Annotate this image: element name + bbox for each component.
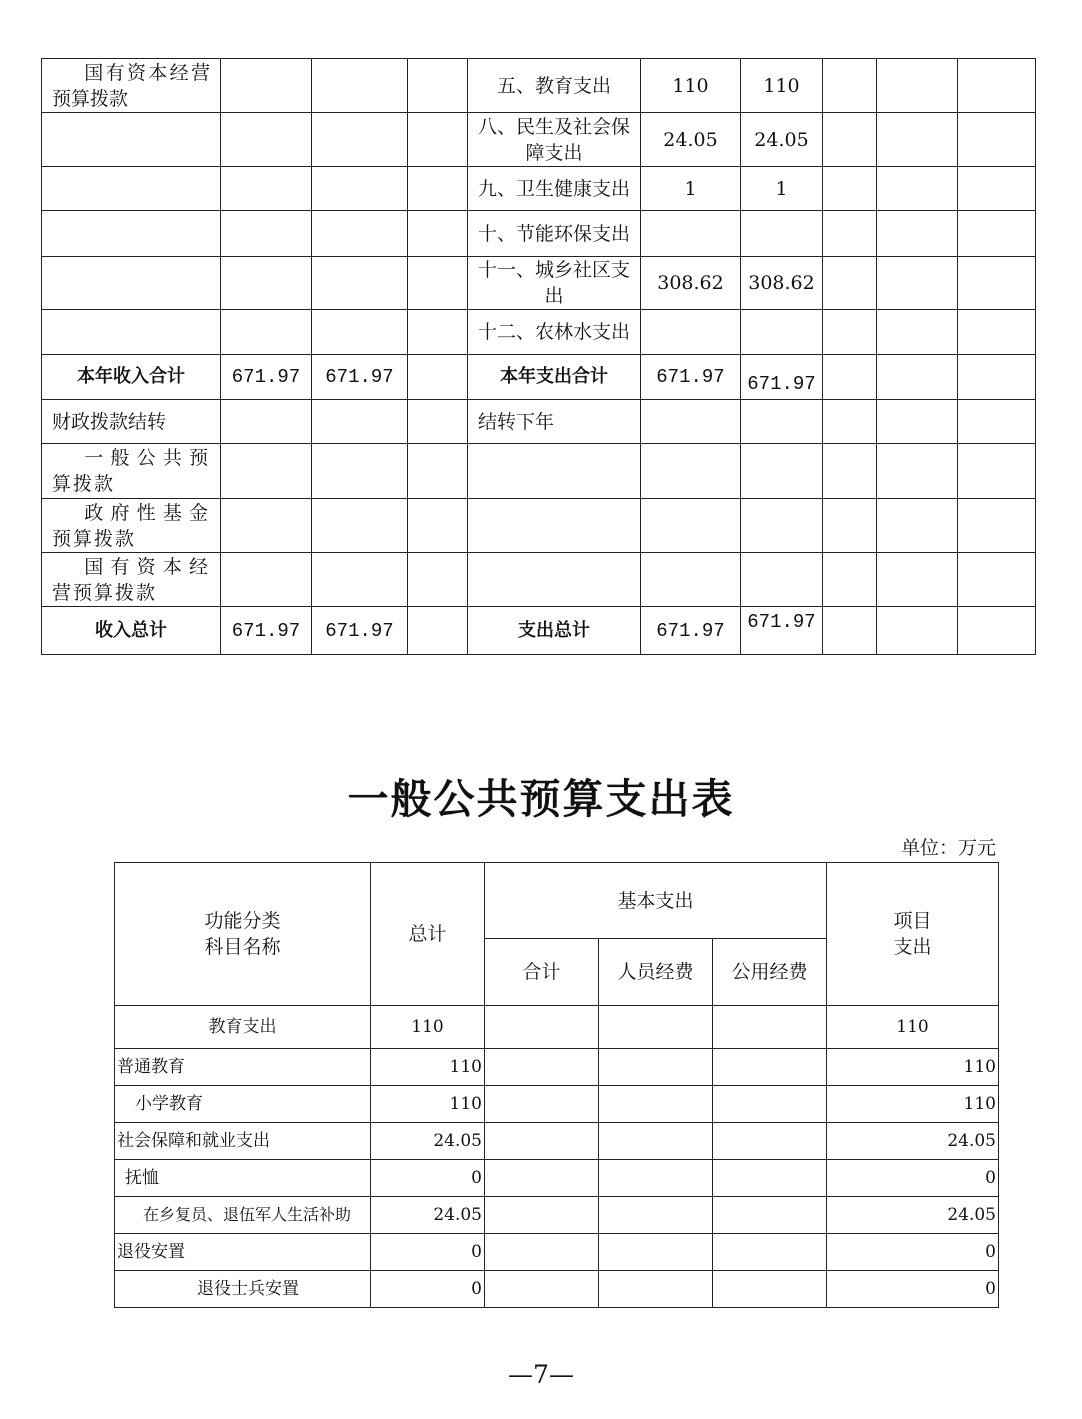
row-public bbox=[713, 1271, 827, 1308]
income-col2 bbox=[312, 167, 408, 211]
expense-total: 24.05 bbox=[641, 113, 741, 167]
expense-col2 bbox=[741, 310, 823, 355]
income-col3 bbox=[408, 310, 468, 355]
income-col3 bbox=[408, 607, 468, 655]
expense-col2 bbox=[741, 553, 823, 607]
expense-col2: 110 bbox=[741, 59, 823, 113]
income-col2 bbox=[312, 59, 408, 113]
income-col3 bbox=[408, 553, 468, 607]
expense-item: 八、民生及社会保障支出 bbox=[468, 113, 641, 167]
row-name: 普通教育 bbox=[115, 1049, 371, 1086]
expense-total bbox=[641, 211, 741, 257]
row-project: 110 bbox=[827, 1049, 999, 1086]
row-total: 0 bbox=[371, 1234, 485, 1271]
expense-total: 308.62 bbox=[641, 257, 741, 310]
expense-item bbox=[468, 444, 641, 499]
header-total: 总计 bbox=[371, 863, 485, 1006]
row-name: 在乡复员、退伍军人生活补助 bbox=[115, 1197, 371, 1234]
income-total: 671.97 bbox=[221, 355, 312, 400]
table-row bbox=[42, 59, 1036, 113]
row-basic-sum bbox=[485, 1049, 599, 1086]
row-total: 0 bbox=[371, 1160, 485, 1197]
income-item: 财政拨款结转 bbox=[42, 400, 221, 444]
income-col3 bbox=[408, 355, 468, 400]
header-project-line2: 支出 bbox=[893, 936, 932, 958]
income-total: 671.97 bbox=[221, 607, 312, 655]
expense-total bbox=[641, 400, 741, 444]
table-row bbox=[42, 167, 1036, 211]
income-item: 国有资本经营预算拨款 bbox=[42, 59, 221, 113]
row-public bbox=[713, 1123, 827, 1160]
header-basic-expense: 基本支出 bbox=[485, 863, 827, 939]
row-project: 110 bbox=[827, 1086, 999, 1123]
income-col2 bbox=[312, 257, 408, 310]
income-col3 bbox=[408, 167, 468, 211]
expense-col2 bbox=[741, 211, 823, 257]
row-public bbox=[713, 1006, 827, 1049]
header-basic-sum: 合计 bbox=[485, 939, 599, 1006]
table-row bbox=[115, 1197, 999, 1234]
expense-item bbox=[468, 553, 641, 607]
expense-col2: 671.97 bbox=[741, 607, 823, 655]
income-total bbox=[221, 444, 312, 499]
expense-total bbox=[641, 444, 741, 499]
expense-col2: 671.97 bbox=[741, 355, 823, 400]
row-personnel bbox=[599, 1160, 713, 1197]
header-category-line2: 科目名称 bbox=[204, 936, 281, 958]
table-row bbox=[115, 1160, 999, 1197]
row-name: 抚恤 bbox=[115, 1160, 371, 1197]
income-item: 一般公共预算拨款 bbox=[42, 444, 221, 499]
income-col3 bbox=[408, 400, 468, 444]
income-col2: 671.97 bbox=[312, 607, 408, 655]
row-name: 教育支出 bbox=[115, 1006, 371, 1049]
income-total bbox=[221, 310, 312, 355]
income-col3 bbox=[408, 59, 468, 113]
row-name: 社会保障和就业支出 bbox=[115, 1123, 371, 1160]
row-public bbox=[713, 1049, 827, 1086]
income-total bbox=[221, 400, 312, 444]
expense-item: 支出总计 bbox=[468, 607, 641, 655]
expense-total: 1 bbox=[641, 167, 741, 211]
income-total bbox=[221, 167, 312, 211]
header-public: 公用经费 bbox=[713, 939, 827, 1006]
expense-item bbox=[468, 499, 641, 553]
table-row bbox=[115, 1234, 999, 1271]
header-project bbox=[827, 863, 999, 1006]
income-col3 bbox=[408, 113, 468, 167]
income-total bbox=[221, 553, 312, 607]
row-project: 110 bbox=[827, 1006, 999, 1049]
income-col2 bbox=[312, 444, 408, 499]
income-total bbox=[221, 211, 312, 257]
income-item: 国有资本经营预算拨款 bbox=[42, 553, 221, 607]
income-col2 bbox=[312, 113, 408, 167]
table-row bbox=[115, 1006, 999, 1049]
income-col3 bbox=[408, 257, 468, 310]
income-item: 本年收入合计 bbox=[42, 355, 221, 400]
row-personnel bbox=[599, 1234, 713, 1271]
table-row bbox=[42, 444, 1036, 499]
expense-item: 十二、农林水支出 bbox=[468, 310, 641, 355]
expense-col2 bbox=[741, 499, 823, 553]
table-row bbox=[42, 310, 1036, 355]
row-public bbox=[713, 1086, 827, 1123]
row-name: 退役安置 bbox=[115, 1234, 371, 1271]
income-item bbox=[42, 211, 221, 257]
row-basic-sum bbox=[485, 1006, 599, 1049]
income-col2 bbox=[312, 499, 408, 553]
expense-col2: 24.05 bbox=[741, 113, 823, 167]
income-col3 bbox=[408, 499, 468, 553]
row-personnel bbox=[599, 1123, 713, 1160]
header-category-line1: 功能分类 bbox=[204, 910, 281, 932]
expense-col2 bbox=[741, 400, 823, 444]
expense-item: 九、卫生健康支出 bbox=[468, 167, 641, 211]
table-row bbox=[42, 211, 1036, 257]
table-row bbox=[115, 1049, 999, 1086]
row-public bbox=[713, 1197, 827, 1234]
row-project: 0 bbox=[827, 1160, 999, 1197]
row-project: 0 bbox=[827, 1271, 999, 1308]
income-col3 bbox=[408, 211, 468, 257]
header-project-line1: 项目 bbox=[893, 910, 932, 932]
row-personnel bbox=[599, 1049, 713, 1086]
income-col3 bbox=[408, 444, 468, 499]
table-row-subtotal bbox=[42, 355, 1036, 400]
income-total bbox=[221, 499, 312, 553]
expense-item: 十、节能环保支出 bbox=[468, 211, 641, 257]
row-total: 0 bbox=[371, 1271, 485, 1308]
row-total: 110 bbox=[371, 1006, 485, 1049]
row-basic-sum bbox=[485, 1271, 599, 1308]
row-total: 24.05 bbox=[371, 1197, 485, 1234]
row-project: 0 bbox=[827, 1234, 999, 1271]
table-row bbox=[42, 499, 1036, 553]
income-col2 bbox=[312, 310, 408, 355]
row-personnel bbox=[599, 1006, 713, 1049]
expense-col2: 1 bbox=[741, 167, 823, 211]
expense-total: 671.97 bbox=[641, 355, 741, 400]
income-item bbox=[42, 113, 221, 167]
row-name: 小学教育 bbox=[115, 1086, 371, 1123]
table-row bbox=[42, 113, 1036, 167]
table-row bbox=[42, 257, 1036, 310]
expense-total: 110 bbox=[641, 59, 741, 113]
expense-total bbox=[641, 499, 741, 553]
income-col2 bbox=[312, 400, 408, 444]
table-row bbox=[115, 1123, 999, 1160]
row-basic-sum bbox=[485, 1234, 599, 1271]
income-total bbox=[221, 257, 312, 310]
income-item bbox=[42, 257, 221, 310]
expense-col2 bbox=[741, 444, 823, 499]
expense-item: 结转下年 bbox=[468, 400, 641, 444]
table-row-total bbox=[42, 607, 1036, 655]
row-basic-sum bbox=[485, 1123, 599, 1160]
row-total: 24.05 bbox=[371, 1123, 485, 1160]
row-personnel bbox=[599, 1086, 713, 1123]
table-row bbox=[115, 1271, 999, 1308]
row-personnel bbox=[599, 1271, 713, 1308]
row-basic-sum bbox=[485, 1086, 599, 1123]
income-col2 bbox=[312, 553, 408, 607]
income-item bbox=[42, 310, 221, 355]
income-item: 政府性基金预算拨款 bbox=[42, 499, 221, 553]
table-row bbox=[115, 1086, 999, 1123]
income-item bbox=[42, 167, 221, 211]
header-personnel: 人员经费 bbox=[599, 939, 713, 1006]
income-total bbox=[221, 59, 312, 113]
page-title: 一般公共预算支出表 bbox=[347, 775, 735, 823]
table-row bbox=[42, 400, 1036, 444]
row-name: 退役士兵安置 bbox=[115, 1271, 371, 1308]
expense-total bbox=[641, 310, 741, 355]
income-col2 bbox=[312, 211, 408, 257]
income-expense-summary-table bbox=[41, 58, 1036, 655]
row-project: 24.05 bbox=[827, 1123, 999, 1160]
expense-col2: 308.62 bbox=[741, 257, 823, 310]
row-basic-sum bbox=[485, 1160, 599, 1197]
table-row bbox=[42, 553, 1036, 607]
row-public bbox=[713, 1234, 827, 1271]
expense-item: 本年支出合计 bbox=[468, 355, 641, 400]
table-header-row bbox=[115, 863, 999, 939]
income-item: 收入总计 bbox=[42, 607, 221, 655]
header-category bbox=[115, 863, 371, 1006]
expense-total bbox=[641, 553, 741, 607]
unit-label: 单位：万元 bbox=[900, 837, 996, 859]
row-basic-sum bbox=[485, 1197, 599, 1234]
expense-item: 五、教育支出 bbox=[468, 59, 641, 113]
income-col2: 671.97 bbox=[312, 355, 408, 400]
expense-total: 671.97 bbox=[641, 607, 741, 655]
general-public-budget-expense-table bbox=[114, 862, 999, 1308]
row-total: 110 bbox=[371, 1049, 485, 1086]
income-total bbox=[221, 113, 312, 167]
expense-item: 十一、城乡社区支出 bbox=[468, 257, 641, 310]
row-project: 24.05 bbox=[827, 1197, 999, 1234]
row-total: 110 bbox=[371, 1086, 485, 1123]
row-public bbox=[713, 1160, 827, 1197]
page-number: —7— bbox=[508, 1360, 574, 1389]
row-personnel bbox=[599, 1197, 713, 1234]
